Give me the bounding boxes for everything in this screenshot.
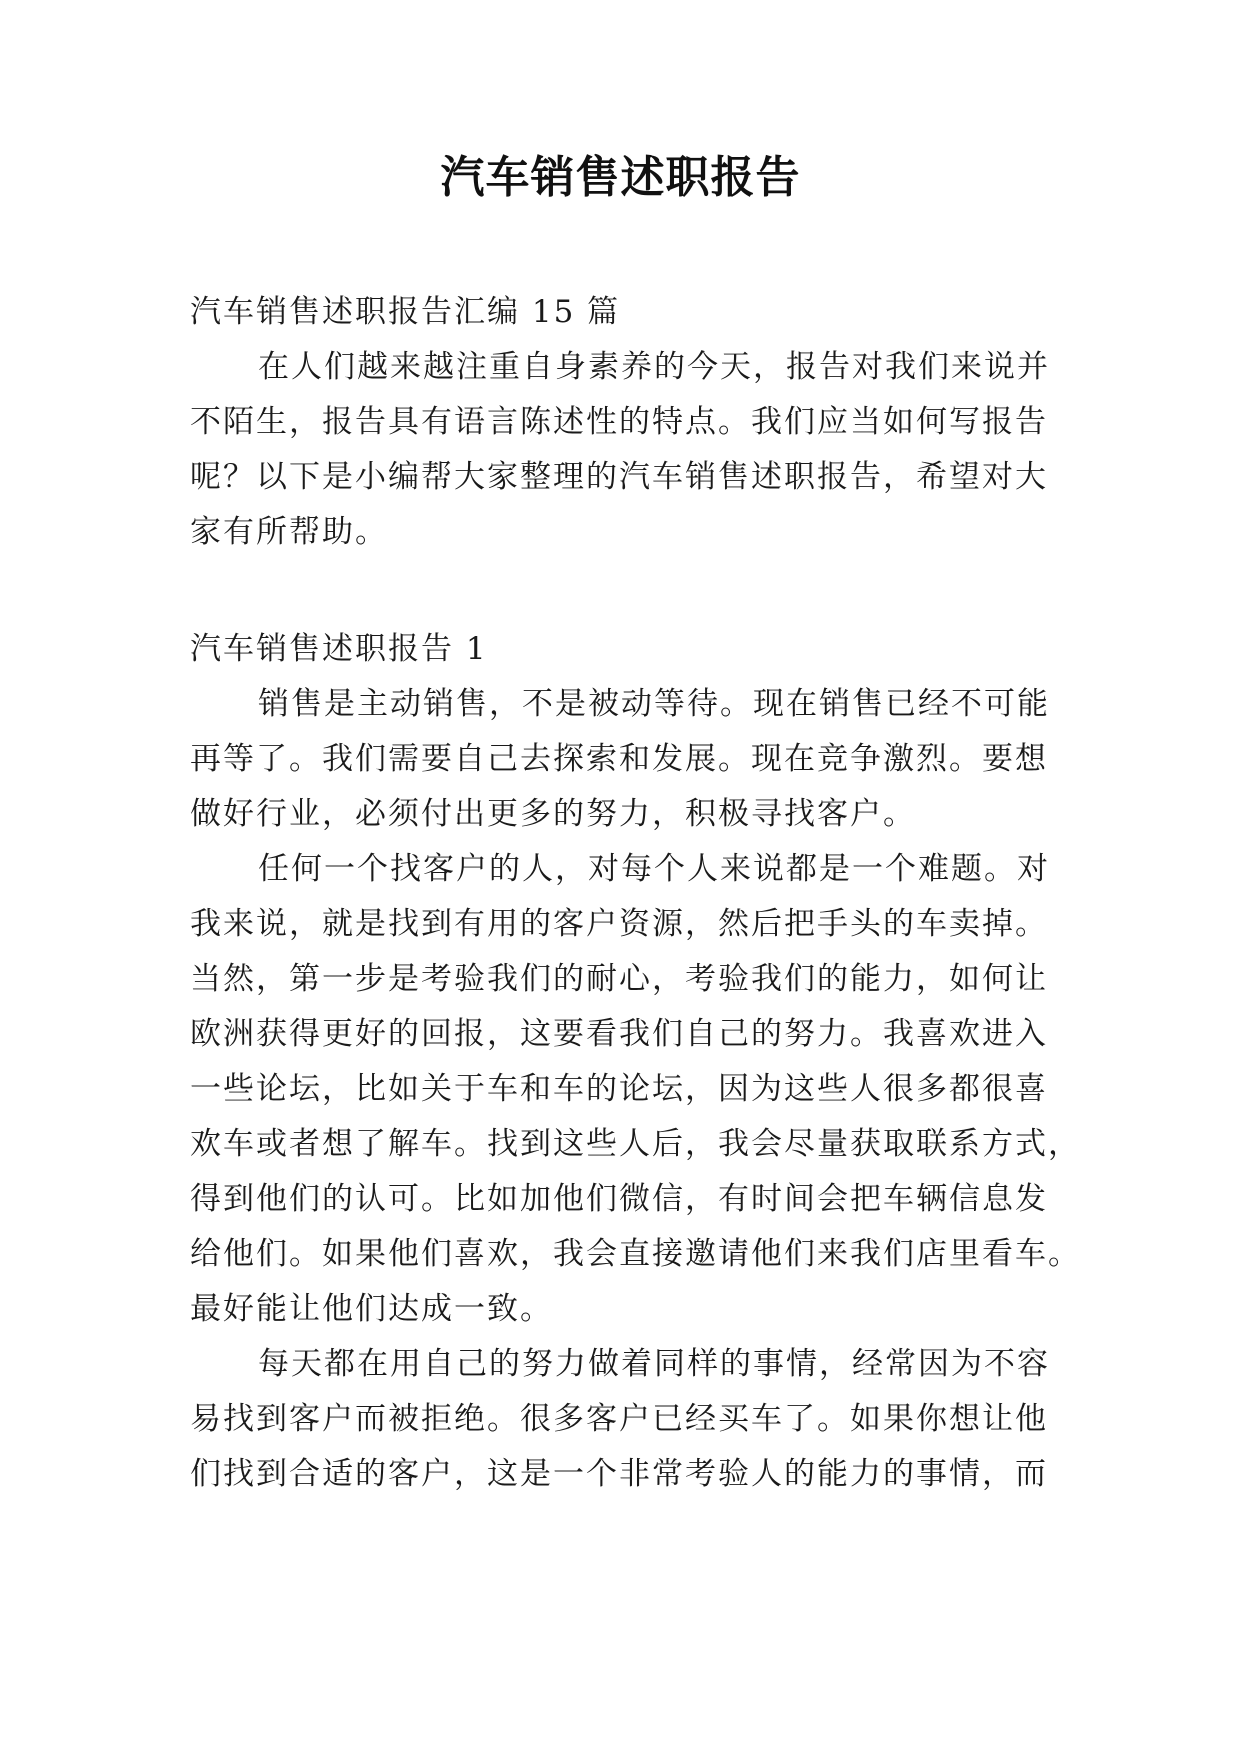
paragraph-line: 得到他们的认可。比如加他们微信，有时间会把车辆信息发 <box>190 1181 1048 1217</box>
paragraph-line: 家有所帮助。 <box>190 514 388 550</box>
paragraph-line: 欢车或者想了解车。找到这些人后，我会尽量获取联系方式， <box>190 1126 1081 1162</box>
paragraph-line: 易找到客户而被拒绝。很多客户已经买车了。如果你想让他 <box>190 1401 1048 1437</box>
paragraph-line: 销售是主动销售，不是被动等待。现在销售已经不可能 <box>258 686 1050 722</box>
paragraph-line: 任何一个找客户的人，对每个人来说都是一个难题。对 <box>258 851 1050 887</box>
document-body <box>190 285 1081 1502</box>
paragraph-line: 每天都在用自己的努力做着同样的事情，经常因为不容 <box>258 1346 1050 1382</box>
paragraph-line: 给他们。如果他们喜欢，我会直接邀请他们来我们店里看车。 <box>190 1236 1081 1272</box>
section1-paragraph-2 <box>190 842 1081 1337</box>
section-heading: 汽车销售述职报告 1 <box>190 631 488 667</box>
document-subtitle: 汽车销售述职报告汇编 15 篇 <box>190 294 621 330</box>
paragraph-line: 呢？以下是小编帮大家整理的汽车销售述职报告，希望对大 <box>190 459 1048 495</box>
paragraph-line: 最好能让他们达成一致。 <box>190 1291 553 1327</box>
paragraph-line: 我来说，就是找到有用的客户资源，然后把手头的车卖掉。 <box>190 906 1048 942</box>
paragraph-line: 们找到合适的客户，这是一个非常考验人的能力的事情，而 <box>190 1456 1048 1492</box>
section1-paragraph-1 <box>190 677 1060 842</box>
paragraph-line: 不陌生，报告具有语言陈述性的特点。我们应当如何写报告 <box>190 404 1048 440</box>
section1-paragraph-3 <box>190 1337 1060 1502</box>
paragraph-line: 一些论坛，比如关于车和车的论坛，因为这些人很多都很喜 <box>190 1071 1048 1107</box>
paragraph-line: 当然，第一步是考验我们的耐心，考验我们的能力，如何让 <box>190 961 1048 997</box>
paragraph-line: 欧洲获得更好的回报，这要看我们自己的努力。我喜欢进入 <box>190 1016 1048 1052</box>
intro-paragraph <box>190 340 1060 560</box>
paragraph-line: 再等了。我们需要自己去探索和发展。现在竞争激烈。要想 <box>190 741 1048 777</box>
paragraph-line: 在人们越来越注重自身素养的今天，报告对我们来说并 <box>258 349 1050 385</box>
paragraph-line: 做好行业，必须付出更多的努力，积极寻找客户。 <box>190 796 916 832</box>
document-title: 汽车销售述职报告 <box>440 152 801 203</box>
